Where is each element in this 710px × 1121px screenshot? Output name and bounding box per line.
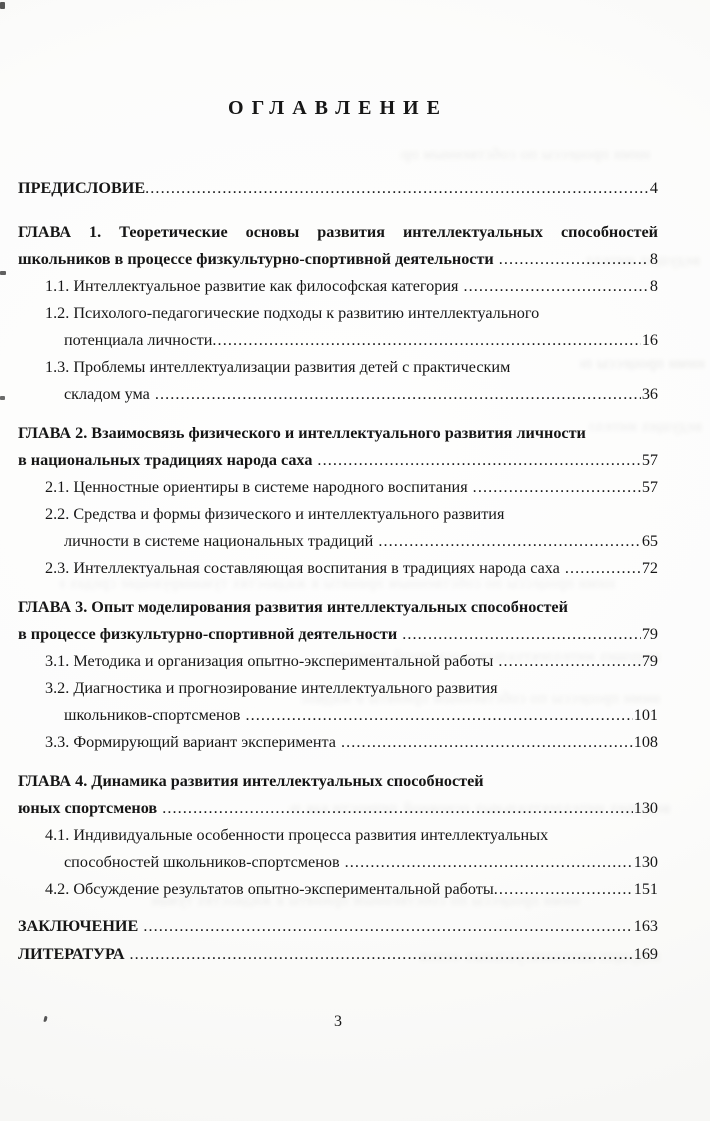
toc-entry xyxy=(18,555,658,582)
toc-entry-text: 3.3. Формирующий вариант эксперимента xyxy=(45,733,336,751)
toc-line xyxy=(18,876,658,903)
dot-leader xyxy=(463,273,648,300)
toc-line xyxy=(18,219,658,246)
toc-page-number: 8 xyxy=(649,277,658,295)
dot-leader xyxy=(212,327,640,354)
toc-entry-text: 2.3. Интеллектуальная составляющая воспитания в традициях народа саха xyxy=(45,559,560,577)
toc-line xyxy=(18,528,658,555)
toc-page-number: 4 xyxy=(649,179,658,197)
toc-page-number: 108 xyxy=(633,733,658,751)
dot-leader xyxy=(317,447,640,474)
toc-entry xyxy=(18,219,658,273)
dot-leader xyxy=(402,621,641,648)
toc-entry-text: складом ума xyxy=(64,385,150,403)
toc-entry-text: ГЛАВА 1. Теоретические основы развития интеллектуальных способностей xyxy=(18,223,658,241)
toc-entry xyxy=(18,175,658,202)
toc-entry-text: 2.1. Ценностные ориентиры в системе народного воспитания xyxy=(45,478,468,496)
scan-artifact xyxy=(0,396,5,400)
toc-page-number: 169 xyxy=(633,945,658,963)
toc-line xyxy=(18,273,658,300)
toc-entry-text: юных спортсменов xyxy=(18,799,158,817)
toc-entry xyxy=(18,420,658,474)
toc-entry-text: 1.1. Интеллектуальное развитие как философская категория xyxy=(45,277,459,295)
toc-page-number: 57 xyxy=(641,478,658,496)
toc-page-number: 57 xyxy=(641,451,658,469)
toc-page-number: 36 xyxy=(641,385,658,403)
toc-entry-text: ГЛАВА 2. Взаимосвязь физического и интеллектуального развития личности xyxy=(18,424,586,442)
toc-line xyxy=(18,648,658,675)
toc-line xyxy=(18,474,658,501)
toc-entry-text: 1.3. Проблемы интеллектуализации развития детей с практическим xyxy=(45,358,511,376)
toc-entry xyxy=(18,876,658,903)
dot-leader xyxy=(130,941,633,968)
dot-leader xyxy=(245,702,632,729)
toc-entry-text: способностей школьников-спортсменов xyxy=(64,853,340,871)
toc-entry xyxy=(18,822,658,876)
toc-entry-text: 3.2. Диагностика и прогнозирование интеллектуального развития xyxy=(45,679,498,697)
toc-entry xyxy=(18,675,658,729)
toc-entry-text: в процессе физкультурно-спортивной деятельности xyxy=(18,625,398,643)
dot-leader xyxy=(499,246,649,273)
toc-entry-text: в национальных традициях народа саха xyxy=(18,451,313,469)
toc-page-number: 72 xyxy=(641,559,658,577)
toc-entry xyxy=(18,941,658,968)
toc-entry-text: потенциала личности xyxy=(64,331,213,349)
toc-line xyxy=(18,327,658,354)
toc-entry xyxy=(18,594,658,648)
toc-line xyxy=(18,246,658,273)
toc-entry-text: личности в системе национальных традиций xyxy=(64,532,374,550)
toc-line xyxy=(18,729,658,756)
page-number: 3 xyxy=(334,1013,342,1030)
toc-page-number: 65 xyxy=(641,532,658,550)
toc-page-number: 8 xyxy=(649,250,658,268)
toc-line xyxy=(18,420,658,447)
toc-line xyxy=(18,621,658,648)
toc-page-number: 151 xyxy=(633,880,658,898)
toc-title: ОГЛАВЛЕНИЕ xyxy=(228,97,448,119)
scan-artifact xyxy=(0,2,5,9)
toc-line xyxy=(18,300,658,327)
toc-line xyxy=(18,822,658,849)
toc-entry xyxy=(18,768,658,822)
toc-entry xyxy=(18,474,658,501)
toc-entry-text: 2.2. Средства и формы физического и интеллектуального развития xyxy=(45,505,505,523)
toc-entry-text: 4.2. Обсуждение результатов опытно-экспериментальной работы xyxy=(45,880,494,898)
toc-page-number: 79 xyxy=(641,625,658,643)
dot-leader xyxy=(162,795,633,822)
toc-line xyxy=(18,913,658,940)
dot-leader xyxy=(341,729,633,756)
toc-line xyxy=(18,555,658,582)
toc-entry xyxy=(18,648,658,675)
toc-line xyxy=(18,675,658,702)
bleed-through-artifact xyxy=(400,146,650,164)
toc-page-number: 130 xyxy=(633,853,658,871)
toc-entry xyxy=(18,300,658,354)
toc-page-number: 101 xyxy=(633,706,658,724)
toc-line xyxy=(18,501,658,528)
toc-entry xyxy=(18,913,658,940)
toc-page-number: 16 xyxy=(641,331,658,349)
dot-leader xyxy=(565,555,641,582)
toc-entry-text: 1.2. Психолого-педагогические подходы к развитию интеллектуального xyxy=(45,304,540,322)
toc-page-number: 130 xyxy=(633,799,658,817)
toc-entry-text: ЗАКЛЮЧЕНИЕ xyxy=(18,917,139,935)
toc-entry xyxy=(18,501,658,555)
scan-artifact xyxy=(0,271,6,275)
dot-leader xyxy=(145,175,649,202)
toc-page-number: 163 xyxy=(633,917,658,935)
dot-leader xyxy=(143,913,632,940)
toc-entry-text: школьников-спортсменов xyxy=(64,706,241,724)
toc-line xyxy=(18,702,658,729)
toc-line xyxy=(18,941,658,968)
dot-leader xyxy=(473,474,641,501)
dot-leader xyxy=(378,528,641,555)
dot-leader xyxy=(498,648,640,675)
toc-entry-text: ГЛАВА 3. Опыт моделирования развития интеллектуальных способностей xyxy=(18,598,568,616)
toc-line xyxy=(18,768,658,795)
toc-entry-text: ПРЕДИСЛОВИЕ xyxy=(18,179,146,197)
toc-line xyxy=(18,381,658,408)
toc-entry-text: школьников в процессе физкультурно-спортивной деятельности xyxy=(18,250,494,268)
toc-entry xyxy=(18,273,658,300)
toc-entry xyxy=(18,729,658,756)
toc-line xyxy=(18,849,658,876)
toc-line xyxy=(18,447,658,474)
toc-entry-text: 3.1. Методика и организация опытно-экспериментальной работы xyxy=(45,652,494,670)
toc-line xyxy=(18,354,658,381)
toc-entry-text: ГЛАВА 4. Динамика развития интеллектуальных способностей xyxy=(18,772,484,790)
toc-line xyxy=(18,795,658,822)
table-of-contents xyxy=(18,175,658,968)
toc-entry xyxy=(18,354,658,408)
toc-entry-text: 4.1. Индивидуальные особенности процесса развития интеллектуальных xyxy=(45,826,549,844)
dot-leader xyxy=(494,876,633,903)
dot-leader xyxy=(345,849,633,876)
toc-entry-text: ЛИТЕРАТУРА xyxy=(18,945,125,963)
dot-leader xyxy=(155,381,641,408)
toc-line xyxy=(18,175,658,202)
toc-line xyxy=(18,594,658,621)
toc-page-number: 79 xyxy=(641,652,658,670)
